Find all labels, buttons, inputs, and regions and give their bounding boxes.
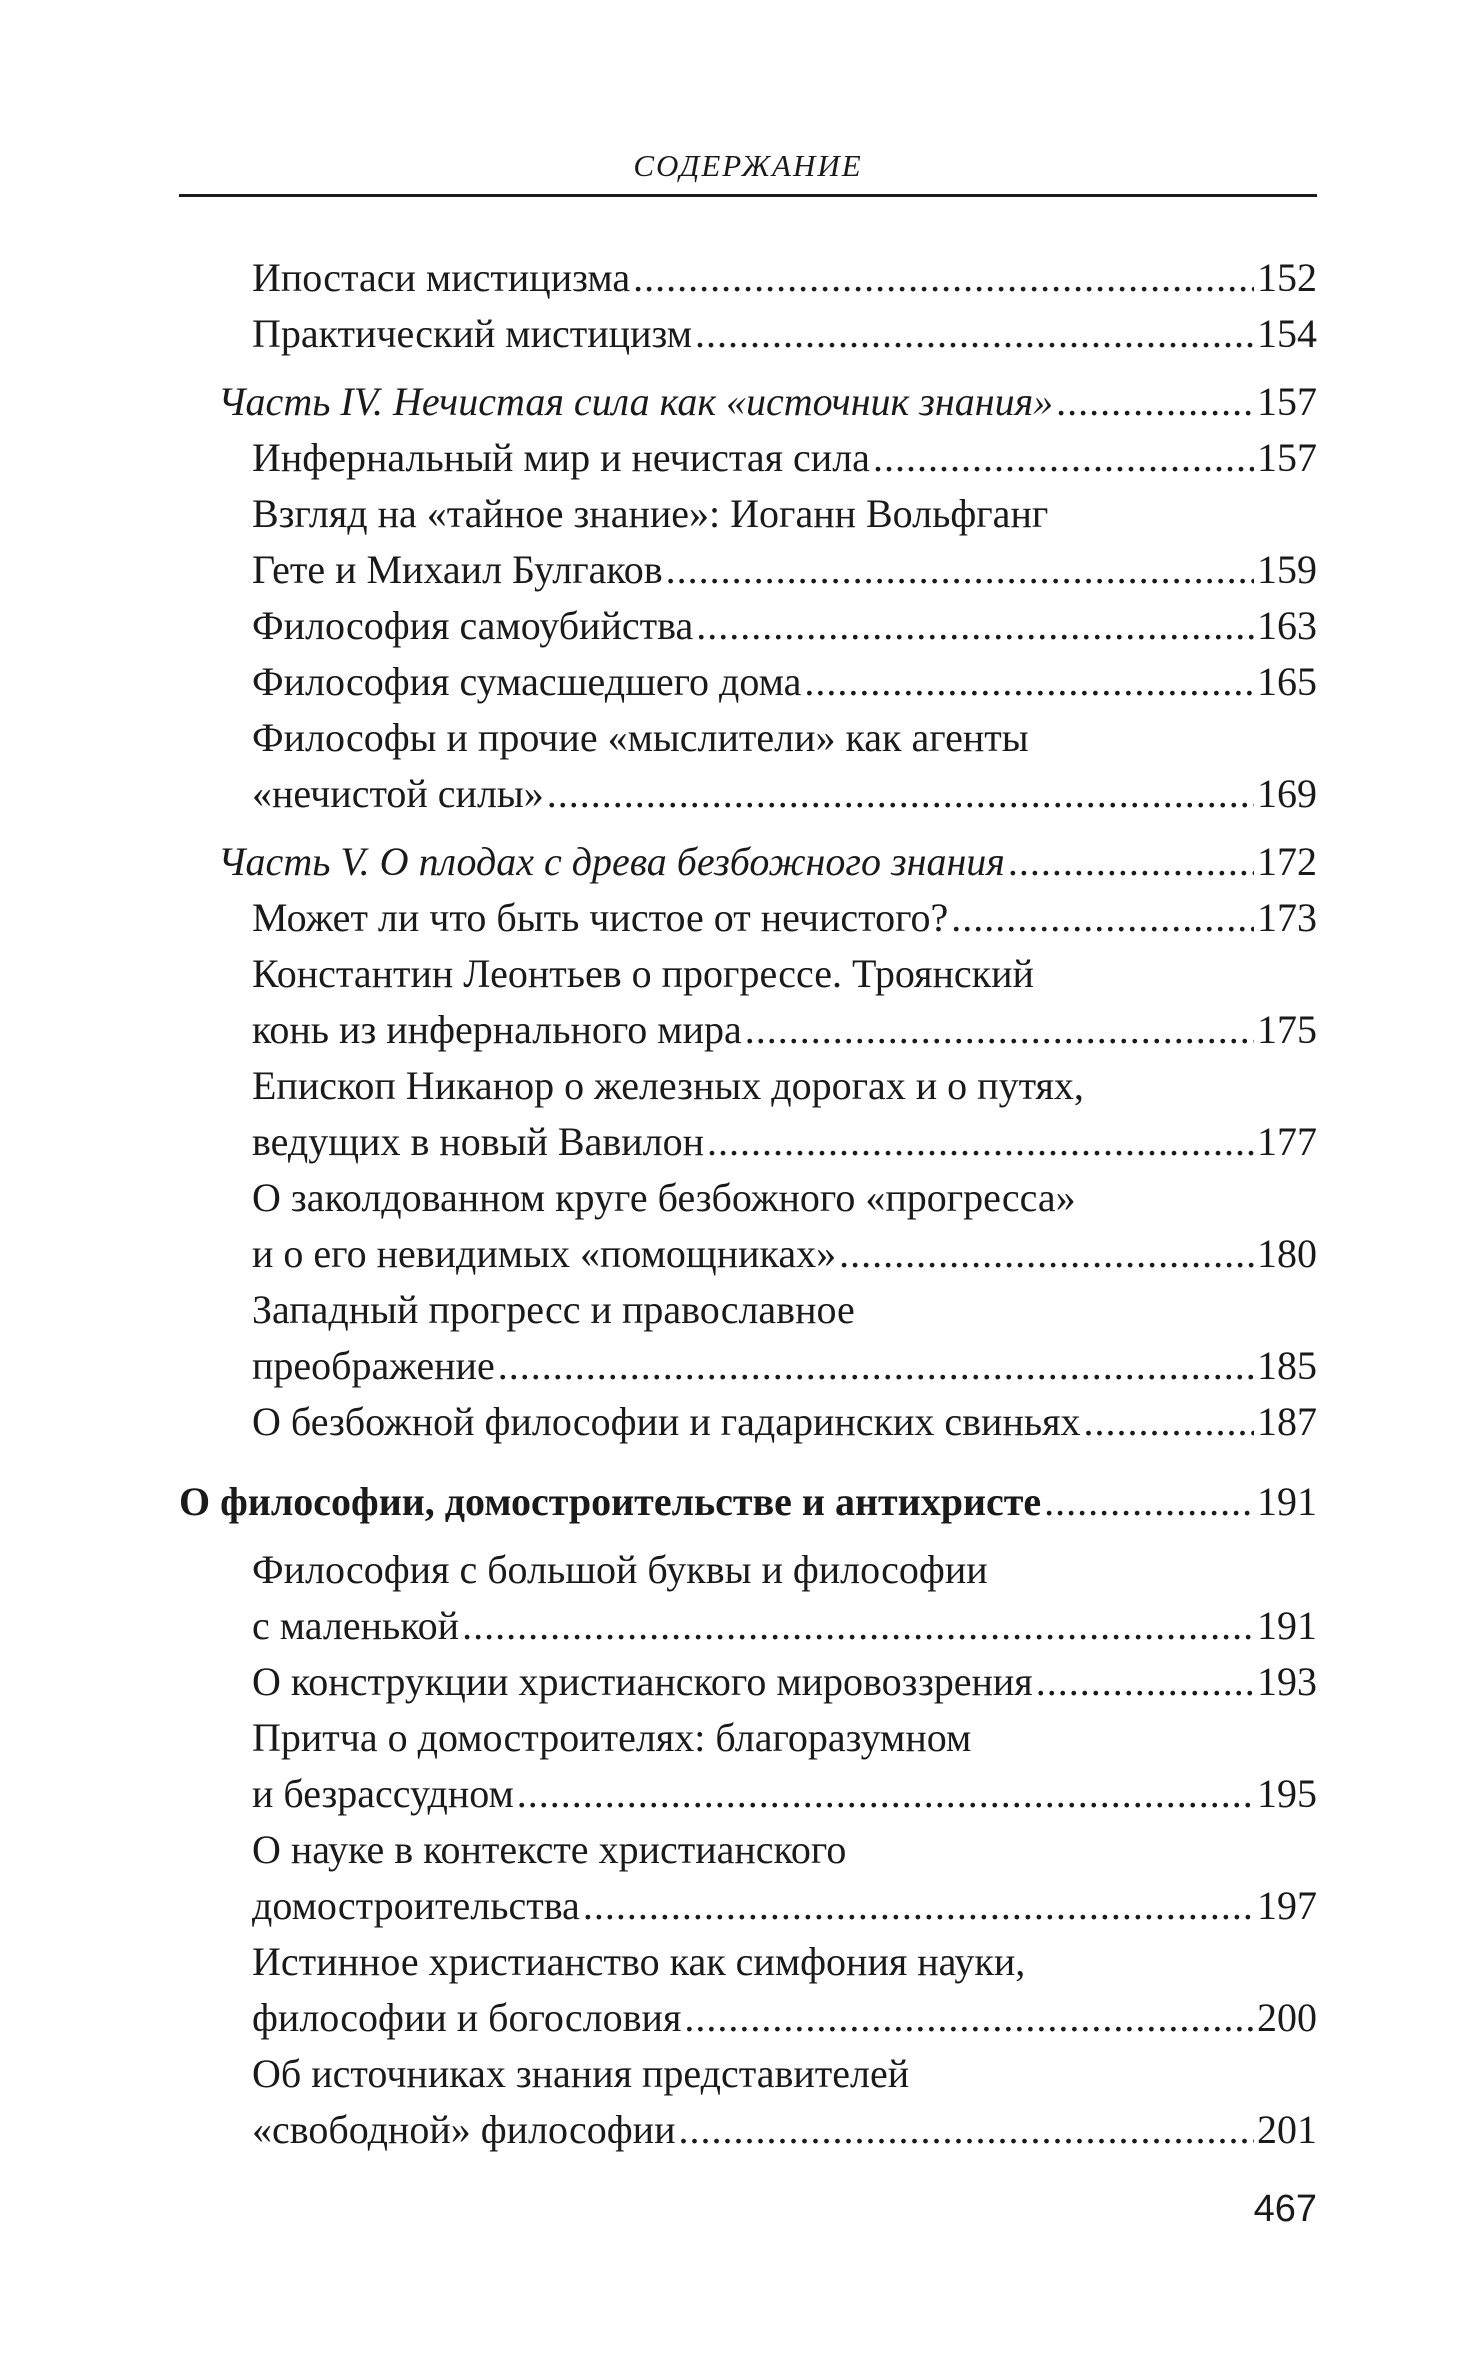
toc-entry-title: Епископ Никанор о железных дорогах и о путях, bbox=[252, 1063, 1084, 1108]
toc-entry-page: 193 bbox=[1257, 1659, 1317, 1704]
dot-leader bbox=[951, 890, 1254, 946]
dot-leader bbox=[804, 654, 1254, 710]
toc-entry-page: 191 bbox=[1257, 1603, 1317, 1648]
toc-part bbox=[218, 374, 1317, 430]
toc-entry bbox=[252, 486, 1317, 542]
toc-entry-title: Истинное христианство как симфония науки, bbox=[252, 1939, 1026, 1984]
toc-entry-page: 172 bbox=[1257, 839, 1317, 884]
dot-leader bbox=[547, 766, 1254, 822]
toc-entry-page: 165 bbox=[1257, 659, 1317, 704]
page-number: 467 bbox=[1253, 2188, 1317, 2230]
toc-entry-page: 159 bbox=[1257, 547, 1317, 592]
toc-entry bbox=[252, 1598, 1317, 1654]
toc-entry-title: О безбожной философии и гадаринских свиньях bbox=[252, 1399, 1081, 1444]
toc-entry-title: Взгляд на «тайное знание»: Иоганн Вольфганг bbox=[252, 491, 1049, 536]
toc-entry-page: 157 bbox=[1257, 435, 1317, 480]
dot-leader bbox=[1036, 1654, 1254, 1710]
dot-leader bbox=[1084, 1394, 1255, 1450]
toc-entry bbox=[252, 1542, 1317, 1598]
toc-entry bbox=[252, 654, 1317, 710]
toc-part bbox=[218, 834, 1317, 890]
toc-entry-title: Может ли что быть чистое от нечистого? bbox=[252, 895, 949, 940]
toc-entry bbox=[252, 1170, 1317, 1226]
toc-entry-title: Часть V. О плодах с древа безбожного знания bbox=[218, 839, 1005, 884]
toc-entry-title: Гете и Михаил Булгаков bbox=[252, 547, 663, 592]
toc-entry-title: Инфернальный мир и нечистая сила bbox=[252, 435, 870, 480]
toc-entry-title: Притча о домостроителях: благоразумном bbox=[252, 1715, 972, 1760]
toc-entry bbox=[252, 1990, 1317, 2046]
toc-entry-page: 197 bbox=[1257, 1883, 1317, 1928]
toc-entry-title: О заколдованном круге безбожного «прогресса» bbox=[252, 1175, 1076, 1220]
toc-entry-page: 163 bbox=[1257, 603, 1317, 648]
toc-entry-title: Ипостаси мистицизма bbox=[252, 255, 631, 300]
dot-leader bbox=[684, 1990, 1254, 2046]
toc-entry bbox=[252, 2102, 1317, 2158]
toc-entry-page: 195 bbox=[1257, 1771, 1317, 1816]
toc-entry-title: домостроительства bbox=[252, 1883, 580, 1928]
toc-entry-title: Философия самоубийства bbox=[252, 603, 694, 648]
toc-entry-page: 191 bbox=[1257, 1479, 1317, 1524]
dot-leader bbox=[696, 598, 1254, 654]
toc-entry bbox=[252, 946, 1317, 1002]
toc-entry-title: Философия сумасшедшего дома bbox=[252, 659, 802, 704]
toc-entry-page: 157 bbox=[1257, 379, 1317, 424]
toc-entry-title: и о его невидимых «помощниках» bbox=[252, 1231, 837, 1276]
toc-entry-title: О конструкции христианского мировоззрения bbox=[252, 1659, 1033, 1704]
dot-leader bbox=[1008, 834, 1254, 890]
toc-entry bbox=[252, 250, 1317, 306]
toc-entry bbox=[252, 766, 1317, 822]
dot-leader bbox=[707, 1114, 1254, 1170]
toc-entry-title: Западный прогресс и православное bbox=[252, 1287, 855, 1332]
toc-entry bbox=[252, 1654, 1317, 1710]
toc-entry bbox=[252, 890, 1317, 946]
toc-entry bbox=[252, 1934, 1317, 1990]
toc-entry-title: Практический мистицизм bbox=[252, 311, 693, 356]
toc-entry bbox=[252, 1338, 1317, 1394]
toc-entry-page: 173 bbox=[1257, 895, 1317, 940]
dot-leader bbox=[462, 1598, 1254, 1654]
toc-entry-title: Философия с большой буквы и философии bbox=[252, 1547, 988, 1592]
header-rule bbox=[179, 194, 1317, 197]
dot-leader bbox=[695, 306, 1254, 362]
toc-entry-title: Об источниках знания представителей bbox=[252, 2051, 910, 2096]
toc-entry-title: О науке в контексте христианского bbox=[252, 1827, 847, 1872]
toc-entry-page: 175 bbox=[1257, 1007, 1317, 1052]
toc-entry bbox=[252, 1114, 1317, 1170]
toc-entry bbox=[252, 1822, 1317, 1878]
toc-entry-page: 177 bbox=[1257, 1119, 1317, 1164]
toc-entry-title: Константин Леонтьев о прогрессе. Троянский bbox=[252, 951, 1034, 996]
toc-entry bbox=[252, 306, 1317, 362]
toc-entry-page: 180 bbox=[1257, 1231, 1317, 1276]
toc-entry-title: Часть IV. Нечистая сила как «источник знания» bbox=[218, 379, 1054, 424]
toc-entry-page: 154 bbox=[1257, 311, 1317, 356]
toc-entry-title: преображение bbox=[252, 1343, 495, 1388]
toc-entry-page: 187 bbox=[1257, 1399, 1317, 1444]
toc-entry bbox=[252, 1226, 1317, 1282]
toc-entry-page: 185 bbox=[1257, 1343, 1317, 1388]
dot-leader bbox=[1044, 1474, 1254, 1530]
dot-leader bbox=[839, 1226, 1254, 1282]
toc-chapter bbox=[179, 1474, 1317, 1530]
dot-leader bbox=[679, 2102, 1255, 2158]
toc-entry-title: «нечистой силы» bbox=[252, 771, 544, 816]
dot-leader bbox=[873, 430, 1254, 486]
toc-entry-title: с маленькой bbox=[252, 1603, 460, 1648]
toc-entry bbox=[252, 1394, 1317, 1450]
toc-entry bbox=[252, 598, 1317, 654]
toc-entry bbox=[252, 1710, 1317, 1766]
dot-leader bbox=[583, 1878, 1254, 1934]
toc-entry-page: 200 bbox=[1257, 1995, 1317, 2040]
toc-entry bbox=[252, 430, 1317, 486]
toc-entry-title: философии и богословия bbox=[252, 1995, 682, 2040]
dot-leader bbox=[1056, 374, 1254, 430]
running-head: СОДЕРЖАНИЕ bbox=[633, 148, 863, 183]
dot-leader bbox=[517, 1766, 1254, 1822]
toc-entry-page: 152 bbox=[1257, 255, 1317, 300]
dot-leader bbox=[745, 1002, 1254, 1058]
toc-entry bbox=[252, 1282, 1317, 1338]
dot-leader bbox=[498, 1338, 1254, 1394]
toc-entry bbox=[252, 1002, 1317, 1058]
toc-entry-title: «свободной» философии bbox=[252, 2107, 676, 2152]
toc-entry bbox=[252, 542, 1317, 598]
dot-leader bbox=[666, 542, 1254, 598]
toc-entry bbox=[252, 2046, 1317, 2102]
dot-leader bbox=[633, 250, 1254, 306]
toc-entry-title: О философии, домостроительстве и антихристе bbox=[179, 1479, 1042, 1524]
toc-entry bbox=[252, 1058, 1317, 1114]
toc-entry-page: 201 bbox=[1257, 2107, 1317, 2152]
toc-entry-page: 169 bbox=[1257, 771, 1317, 816]
toc-entry-title: и безрассудном bbox=[252, 1771, 514, 1816]
toc-entry-title: Философы и прочие «мыслители» как агенты bbox=[252, 715, 1029, 760]
toc-entry-title: конь из инфернального мира bbox=[252, 1007, 742, 1052]
toc-entry bbox=[252, 1878, 1317, 1934]
toc-entry-title: ведущих в новый Вавилон bbox=[252, 1119, 704, 1164]
toc-entry bbox=[252, 710, 1317, 766]
toc-entry bbox=[252, 1766, 1317, 1822]
